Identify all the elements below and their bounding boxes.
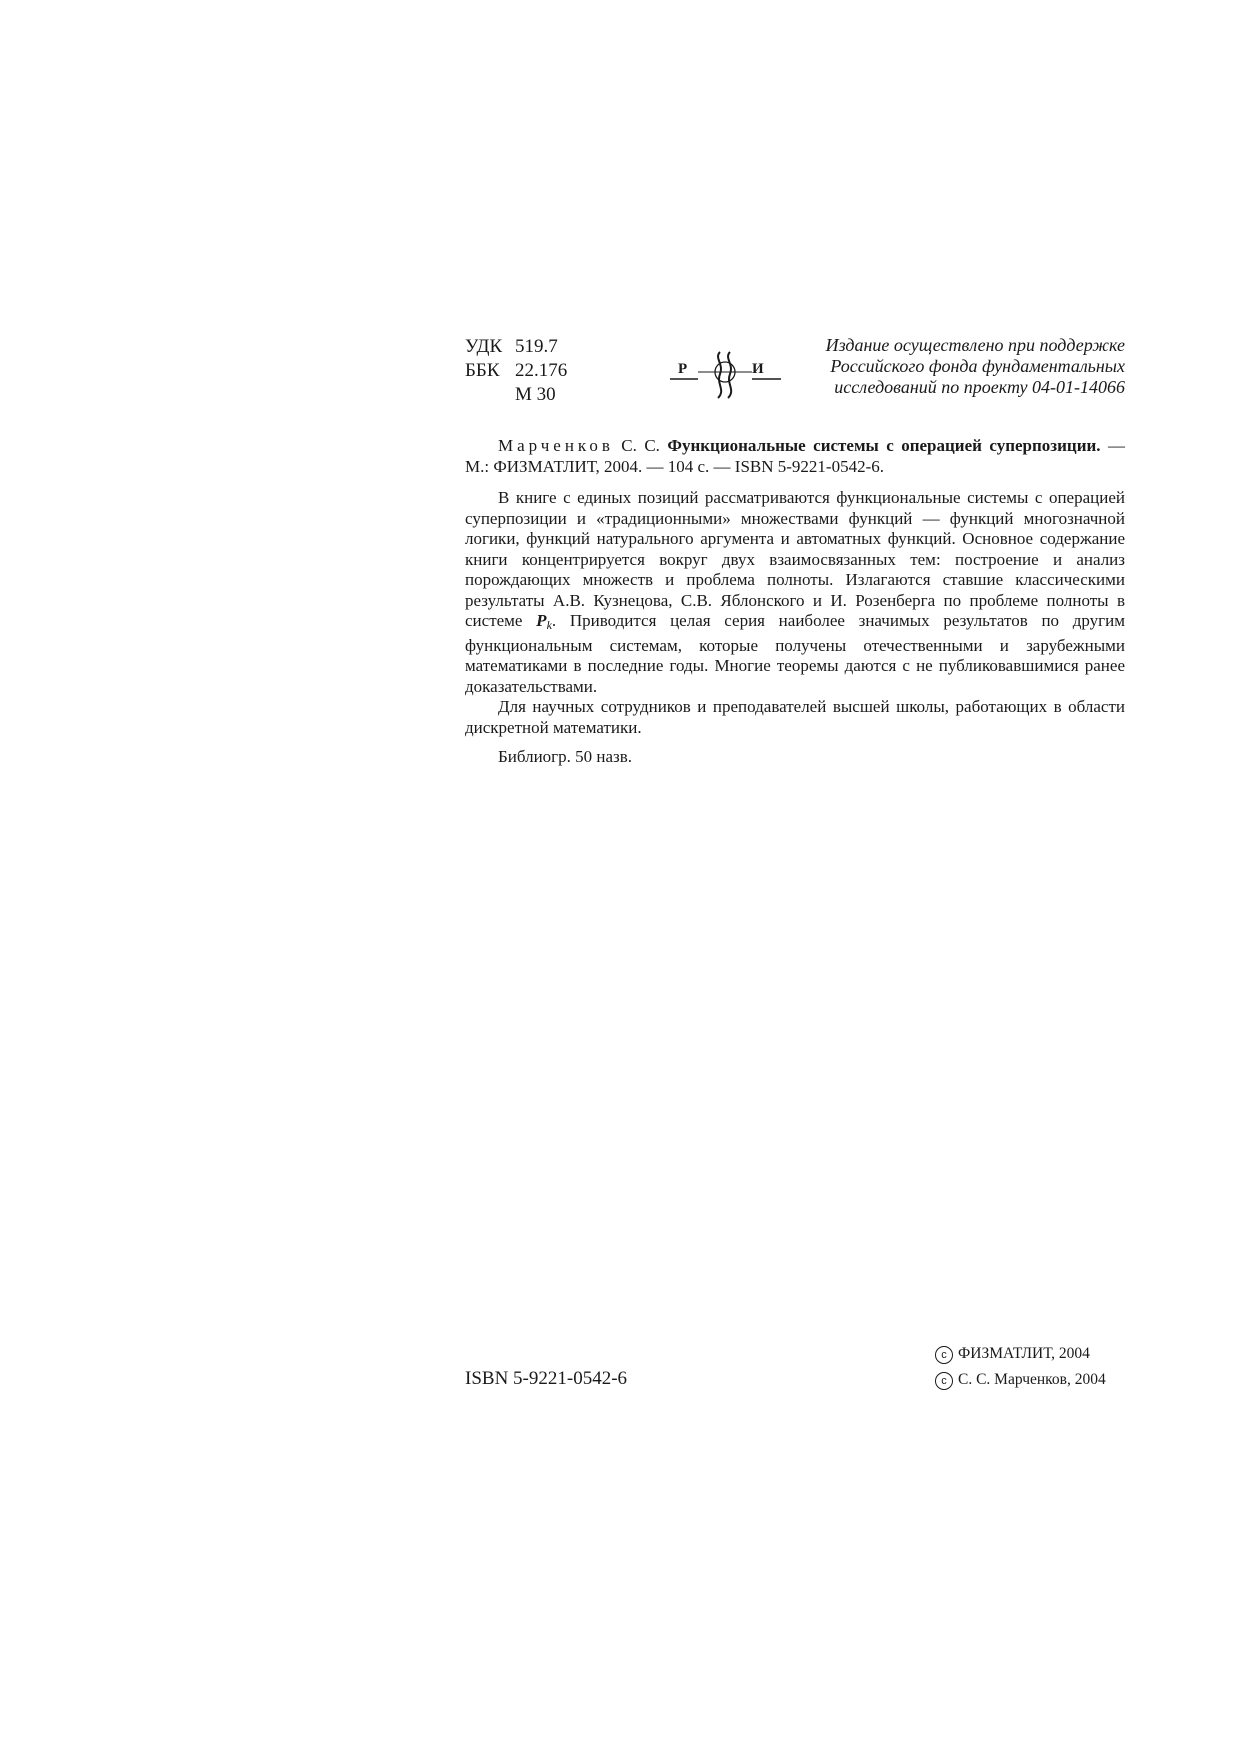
author-initials: С. С. (621, 436, 660, 455)
bbk-label: ББК (465, 360, 500, 381)
grant-note-line-1: Издание осуществлено при поддержке (825, 335, 1125, 355)
copyright-author (935, 1367, 1130, 1393)
abstract-p1-start: В книге с единых позиций рассматриваются функциональные системы с операцией суперпозиции и «традиционными» множествами функций — функций многозначной логики, функций натурального аргумента и автоматных функций. Основное содержание книги концентрируется вокруг двух взаимосвязанных тем: построение и анализ порождающих множеств и проблема полноты. Излагаются ставшие классическими результаты А.В. Кузнецова, С.В. Яблонского и И. Розенберга по проблеме полноты в системе (465, 488, 1125, 630)
copyright-icon: c (935, 1346, 953, 1364)
copyright-icon: c (935, 1372, 953, 1390)
math-subscript: k (546, 618, 552, 632)
bbk-value: 22.176 (515, 360, 568, 381)
math-symbol: P (536, 611, 547, 630)
bbk-line (465, 359, 615, 383)
abstract-p1-end: . Приводится целая серия наиболее значимых результатов по другим функциональным системам, которые получены отечественными и зарубежными математиками в последние годы. Многие теоремы даются с не публиковавшимися ранее доказательствами. (465, 611, 1125, 696)
abstract-paragraph-1 (465, 488, 1125, 697)
grant-note (790, 335, 1125, 398)
bibliography-count: Библиогр. 50 назв. (498, 747, 633, 766)
copyright-author-text: С. С. Марченков, 2004 (958, 1371, 1106, 1388)
copyright-publisher (935, 1341, 1130, 1367)
grant-note-line-3: исследований по проекту 04-01-14066 (834, 377, 1125, 397)
logo-left-letter: Р (678, 361, 688, 377)
imprint: — М.: ФИЗМАТЛИТ, 2004. — 104 с. — ISBN 5-9221-0542-6. (465, 436, 1125, 476)
abstract-paragraph-2: Для научных сотрудников и преподавателей высшей школы, работающих в области дискретной математики. (465, 697, 1125, 737)
classification-block (465, 335, 615, 407)
copyright-block (935, 1341, 1130, 1393)
bibliographic-reference (465, 436, 1125, 477)
grant-note-line-2: Российского фонда фундаментальных (830, 356, 1125, 376)
udk-line (465, 335, 615, 359)
author-name: Марченков (498, 436, 614, 455)
main-text-block (465, 436, 1125, 768)
logo-right-letter: И (752, 361, 764, 377)
author-sign: М 30 (515, 384, 556, 405)
book-title: Функциональные системы с операцией суперпозиции. (667, 436, 1101, 455)
rffi-logo-icon (668, 350, 784, 400)
isbn-footer: ISBN 5-9221-0542-6 (465, 1368, 628, 1389)
udk-label: УДК (465, 336, 503, 357)
copyright-publisher-text: ФИЗМАТЛИТ, 2004 (958, 1345, 1090, 1362)
udk-value: 519.7 (515, 336, 558, 357)
